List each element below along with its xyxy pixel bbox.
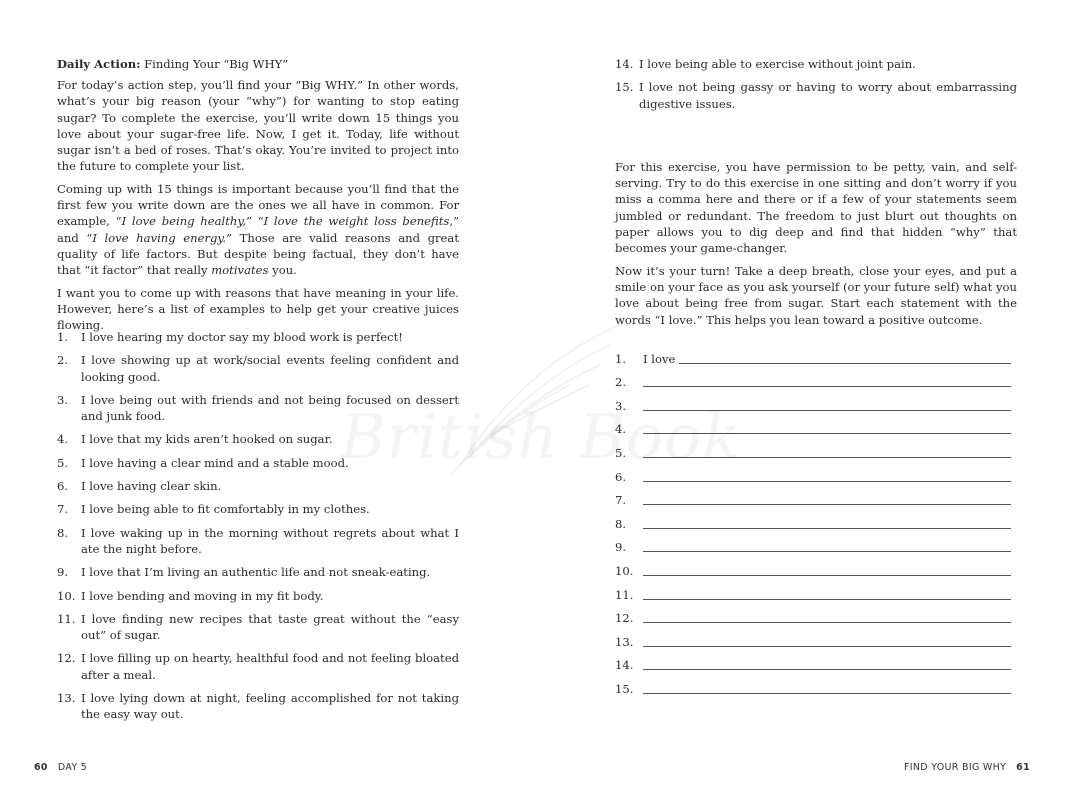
- write-in-blank-line[interactable]: [643, 636, 1011, 647]
- list-item-text: I love bending and moving in my fit body.: [81, 588, 324, 603]
- running-head-right: FIND YOUR BIG WHY: [903, 762, 1007, 773]
- right-text-column: [615, 56, 1017, 334]
- p2-italic-healthy: I love being healthy,: [121, 214, 247, 229]
- p2-text-b: ” “: [246, 214, 264, 229]
- write-in-number: 12.: [615, 611, 634, 626]
- list-item-number: 6.: [57, 479, 69, 494]
- left-text-column: [57, 56, 459, 339]
- write-in-number: 5.: [615, 445, 627, 460]
- write-in-blank-line[interactable]: [679, 353, 1011, 364]
- write-in-number: 9.: [615, 540, 627, 555]
- write-in-blank-line[interactable]: [643, 494, 1011, 505]
- write-in-row: [615, 507, 1011, 531]
- examples-list: [57, 329, 459, 730]
- list-item: [57, 690, 459, 723]
- p2-italic-energy: I love having energy.: [92, 230, 227, 245]
- list-item-number: 11.: [57, 611, 76, 626]
- list-item-text: I love being out with friends and not being focused on dessert and junk food.: [81, 392, 459, 424]
- running-head-left: DAY 5: [57, 762, 88, 773]
- list-item: [57, 564, 459, 580]
- list-item: [57, 525, 459, 558]
- write-in-blank-line[interactable]: [643, 612, 1011, 623]
- write-in-number: 10.: [615, 563, 634, 578]
- list-item-number: 14.: [615, 57, 634, 71]
- fifteen-things-paragraph: [57, 181, 459, 279]
- write-in-blank-line[interactable]: [643, 589, 1011, 600]
- spacer: [615, 119, 1017, 159]
- list-item: [57, 650, 459, 683]
- write-in-prefix: I love: [643, 351, 676, 366]
- p2-text-c: ” and “: [57, 214, 459, 245]
- write-in-number: 1.: [615, 351, 627, 366]
- watermark-text: [340, 400, 741, 473]
- write-in-row: [615, 342, 1011, 366]
- write-in-number: 11.: [615, 587, 634, 602]
- list-item-number: 10.: [57, 588, 76, 603]
- write-in-number: 6.: [615, 469, 627, 484]
- write-in-row: [615, 554, 1011, 578]
- write-in-blank-line[interactable]: [643, 565, 1011, 576]
- list-item-number: 5.: [57, 455, 69, 470]
- heading-title: Finding Your “Big WHY”: [140, 57, 289, 71]
- p2-italic-weight: I love the weight loss benefits,: [263, 214, 454, 229]
- list-item: [57, 588, 459, 604]
- write-in-number: 13.: [615, 634, 634, 649]
- write-in-row: [615, 484, 1011, 508]
- list-item-text: I love hearing my doctor say my blood work is perfect!: [81, 330, 403, 344]
- list-item-text: I love having a clear mind and a stable mood.: [81, 455, 349, 470]
- write-in-number: 4.: [615, 422, 627, 437]
- intro-paragraph: For today’s action step, you’ll find your “Big WHY.” In other words, what’s your big reason (your “why”) for wanting to stop eating sugar? To complete the exercise, you’ll write down 15 things you love about your sugar-free life. Now, I get it. Today, life without sugar isn’t a bed of roses. That’s okay. You’re invited to project into the future to complete your list.: [57, 78, 459, 174]
- write-in-blank-line[interactable]: [643, 659, 1011, 670]
- list-item: [615, 79, 1017, 112]
- list-item-text: I love showing up at work/social events feeling confident and looking good.: [81, 353, 459, 384]
- list-item-number: 7.: [57, 502, 69, 517]
- list-item-text: I love that my kids aren’t hooked on sugar.: [81, 432, 333, 447]
- list-item: [57, 352, 459, 385]
- list-item-number: 13.: [57, 691, 76, 706]
- write-in-list: [615, 342, 1011, 696]
- left-footer: [34, 762, 87, 773]
- list-item: [57, 478, 459, 494]
- list-item-number: 15.: [615, 80, 634, 95]
- write-in-row: [615, 366, 1011, 390]
- write-in-blank-line[interactable]: [643, 376, 1011, 387]
- write-in-row: [615, 625, 1011, 649]
- list-item-number: 12.: [57, 651, 76, 666]
- write-in-number: 2.: [615, 375, 627, 390]
- write-in-blank-line[interactable]: [643, 518, 1011, 529]
- list-item-text: I love not being gassy or having to worry about embarrassing digestive issues.: [639, 80, 1017, 111]
- write-in-number: 3.: [615, 398, 627, 413]
- write-in-blank-line[interactable]: [643, 683, 1011, 694]
- list-item-text: I love finding new recipes that taste great without the “easy out” of sugar.: [81, 611, 459, 643]
- page-number-left: 60: [34, 762, 48, 773]
- list-item-text: I love filling up on hearty, healthful food and not feeling bloated after a meal.: [81, 651, 459, 682]
- list-item: [57, 329, 459, 345]
- list-item: [57, 501, 459, 517]
- list-item-number: 9.: [57, 565, 69, 580]
- write-in-number: 8.: [615, 516, 627, 531]
- list-item-number: 2.: [57, 353, 69, 368]
- write-in-row: [615, 649, 1011, 673]
- list-item: [615, 56, 1017, 72]
- p2-text-a: Coming up with 15 things is important because you’ll find that the first few you write down are the ones we all have in common. For example, “: [57, 181, 459, 229]
- daily-action-heading: [57, 56, 459, 72]
- list-item-text: I love being able to fit comfortably in my clothes.: [81, 502, 370, 517]
- list-item-number: 3.: [57, 392, 69, 407]
- examples-list-continued: [615, 56, 1017, 112]
- write-in-row: [615, 672, 1011, 696]
- list-item-text: I love having clear skin.: [81, 479, 222, 494]
- heading-label: Daily Action:: [57, 57, 141, 71]
- list-item-text: I love that I’m living an authentic life and not sneak-eating.: [81, 565, 431, 580]
- write-in-number: 7.: [615, 493, 627, 508]
- examples-intro-paragraph: I want you to come up with reasons that have meaning in your life. However, here’s a list of examples to help get your creative juices flowing.: [57, 285, 459, 333]
- write-in-number: 15.: [615, 681, 634, 696]
- list-item-number: 8.: [57, 525, 69, 540]
- permission-paragraph: For this exercise, you have permission to be petty, vain, and self-serving. Try to do this exercise in one sitting and don’t worry if you miss a comma here and there or if a few of your statements seem jumbled or redundant. The freedom to just blurt out thoughts on paper allows you to dig deep and find that hidden “why” that becomes your game-changer.: [615, 159, 1017, 256]
- list-item-text: I love being able to exercise without joint pain.: [639, 57, 916, 71]
- your-turn-paragraph: Now it’s your turn! Take a deep breath, close your eyes, and put a smile on your face as you ask yourself (or your future self) what you love about being free from sugar. Start each statement with the words “I love.” This helps you lean toward a positive outcome.: [615, 263, 1017, 327]
- p2-text-e: you.: [268, 263, 297, 278]
- list-item: [57, 611, 459, 644]
- list-item-number: 1.: [57, 330, 69, 344]
- p2-italic-motivates: motivates: [211, 263, 269, 278]
- page-number-right: 61: [1016, 762, 1030, 773]
- list-item-text: I love waking up in the morning without regrets about what I ate the night before.: [81, 525, 459, 556]
- right-footer: [904, 762, 1030, 773]
- write-in-row: [615, 578, 1011, 602]
- write-in-number: 14.: [615, 658, 634, 673]
- write-in-blank-line[interactable]: [643, 541, 1011, 552]
- write-in-row: [615, 531, 1011, 555]
- list-item-text: I love lying down at night, feeling accomplished for not taking the easy way out.: [81, 691, 459, 722]
- p2-text-d: ” Those are valid reasons and great quality of life factors. But despite being factual, they don’t have that “it factor” that really: [57, 230, 459, 278]
- list-item-number: 4.: [57, 432, 69, 447]
- write-in-row: [615, 602, 1011, 626]
